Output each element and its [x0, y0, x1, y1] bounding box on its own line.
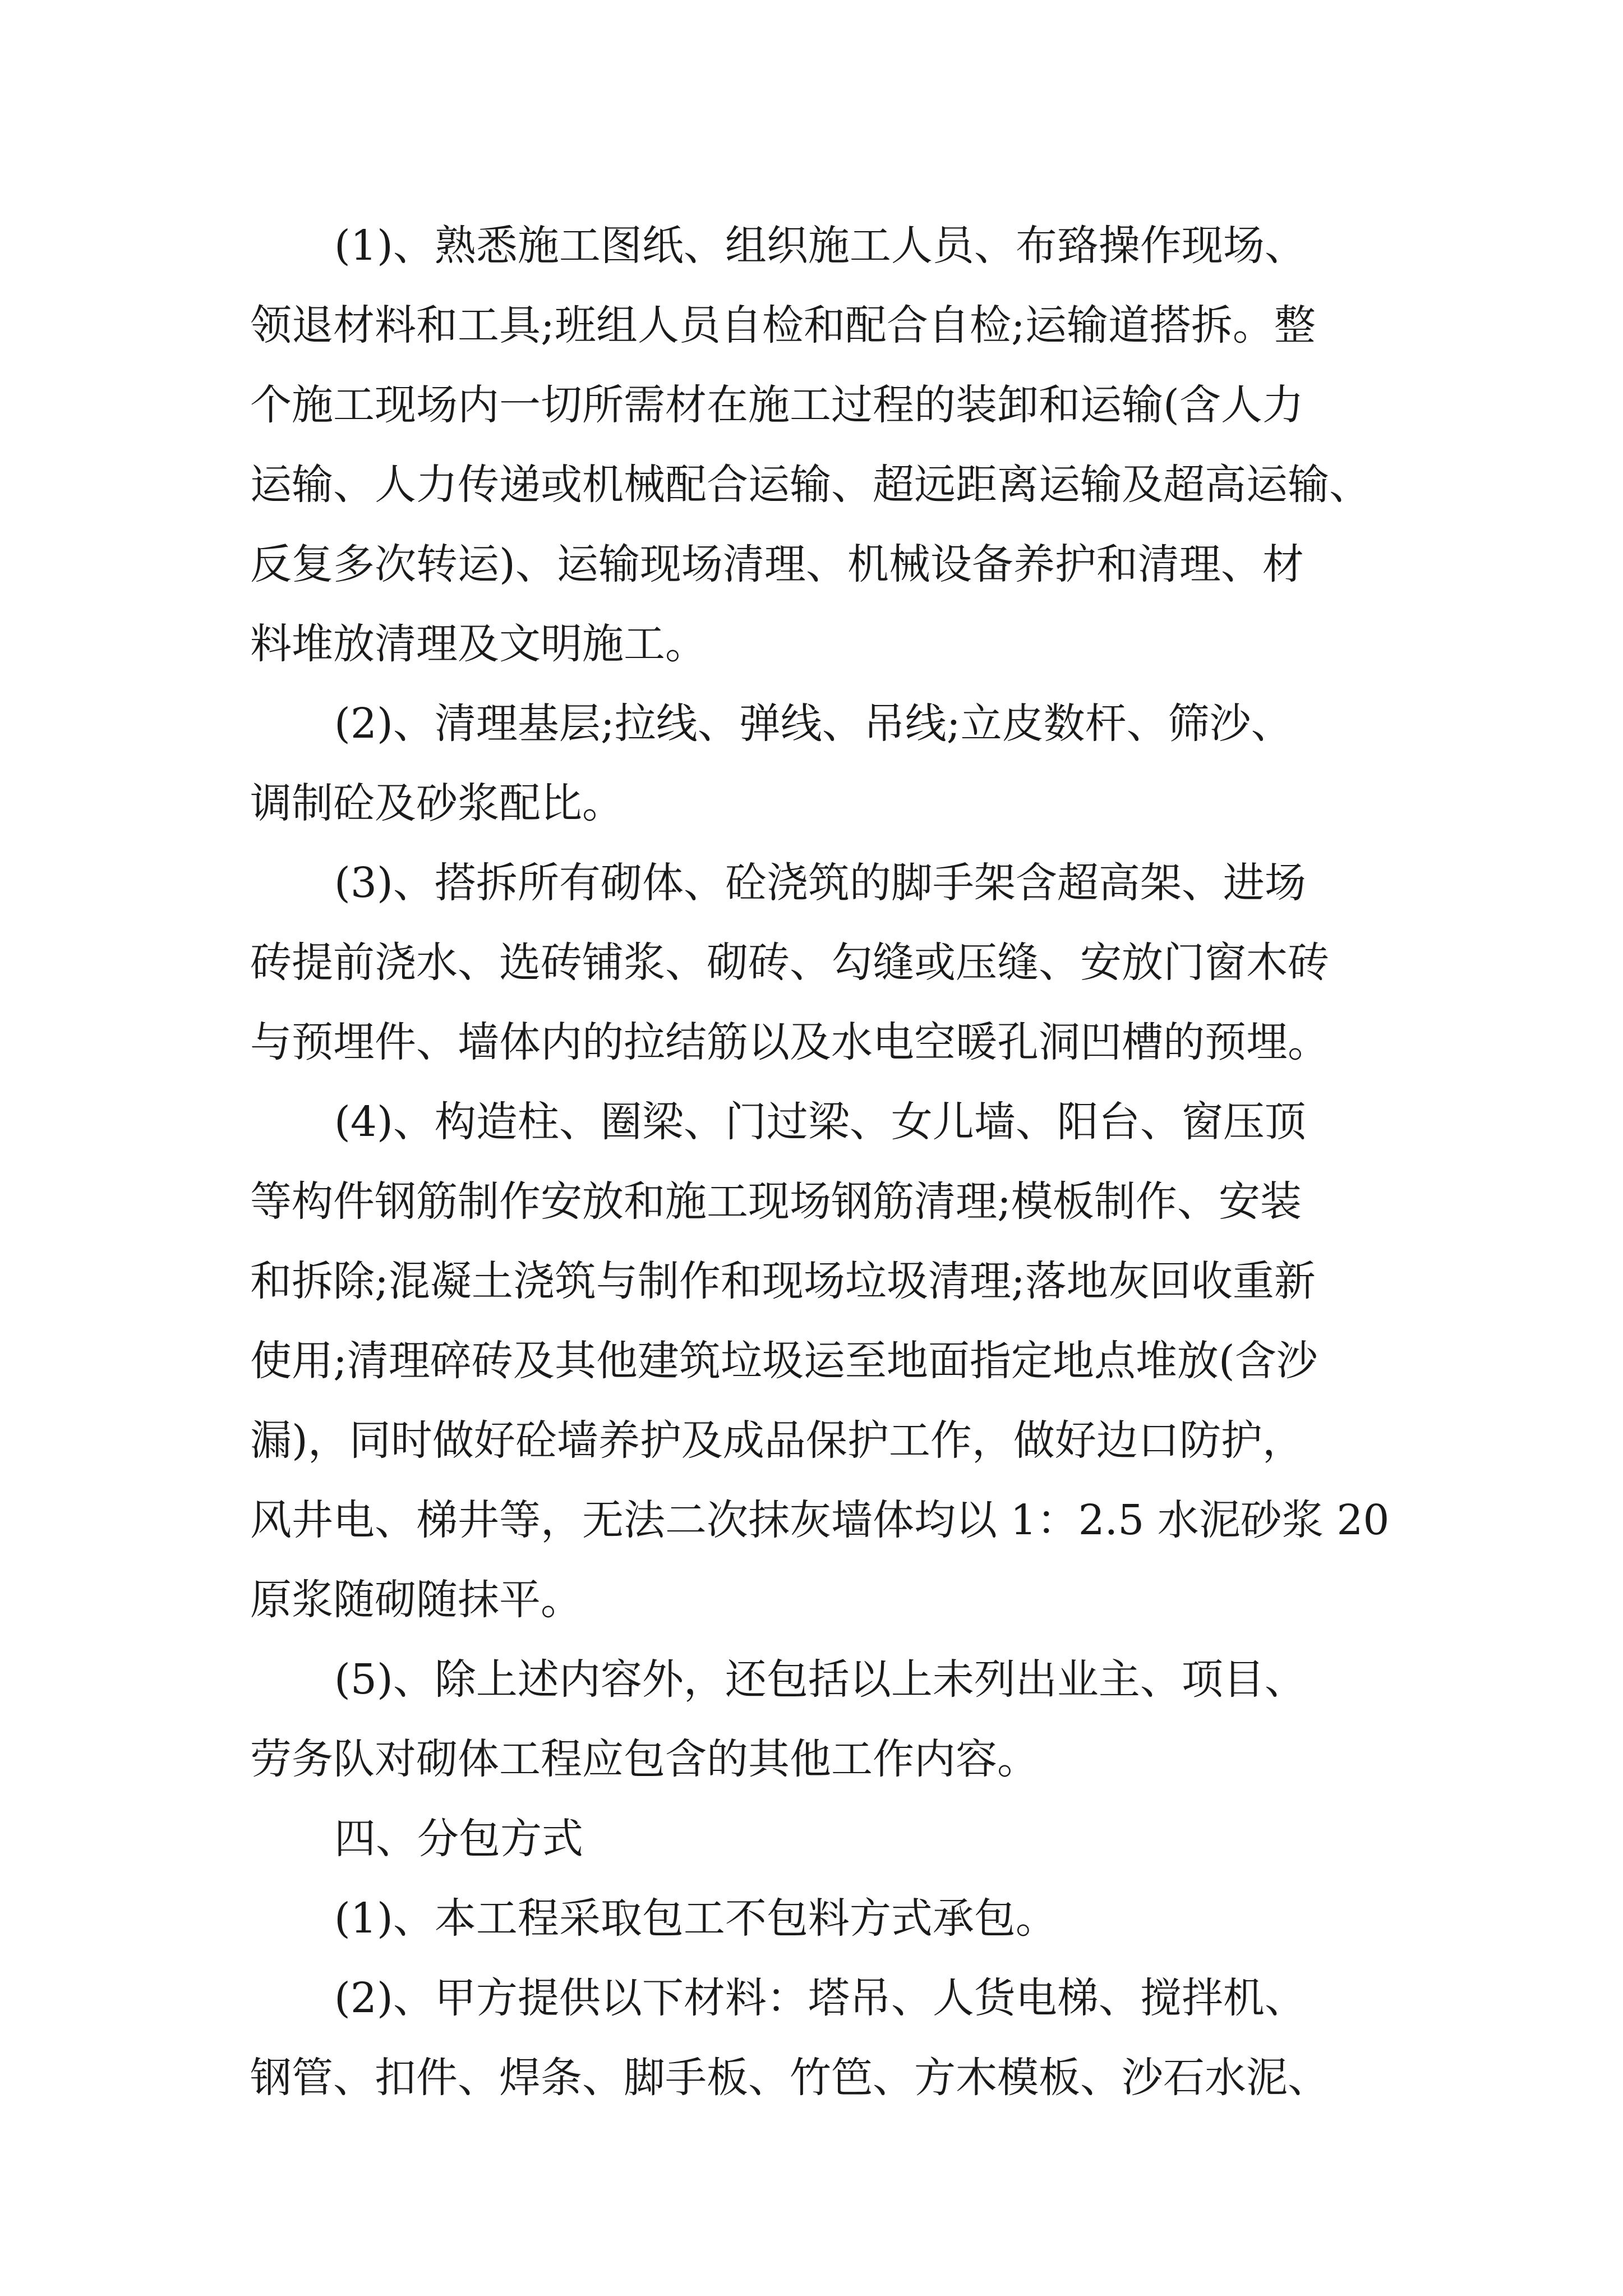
text-line: 等构件钢筋制作安放和施工现场钢筋清理;模板制作、安装	[250, 1177, 1302, 1226]
text-line: 钢管、扣件、焊条、脚手板、竹笆、方木模板、沙石水泥、	[250, 2054, 1329, 2102]
text-line: 和拆除;混凝土浇筑与制作和现场垃圾清理;落地灰回收重新	[250, 1257, 1316, 1305]
text-line: (4)、构造柱、圈梁、门过梁、女儿墙、阳台、窗压顶	[334, 1098, 1306, 1146]
text-line: 原浆随砌随抹平。	[250, 1576, 582, 1624]
text-line: (1)、熟悉施工图纸、组织施工人员、布臵操作现场、	[334, 222, 1306, 270]
text-line: 与预埋件、墙体内的拉结筋以及水电空暖孔洞凹槽的预埋。	[250, 1018, 1329, 1066]
text-line: 漏)，同时做好砼墙养护及成品保护工作，做好边口防护，	[250, 1416, 1304, 1465]
text-line: 使用;清理碎砖及其他建筑垃圾运至地面指定地点堆放(含沙	[250, 1337, 1318, 1385]
text-line: 领退材料和工具;班组人员自检和配合自检;运输道搭拆。整	[250, 301, 1316, 349]
text-line: 反复多次转运)、运输现场清理、机械设备养护和清理、材	[250, 540, 1304, 588]
text-line: 个施工现场内一切所需材在施工过程的装卸和运输(含人力	[250, 381, 1304, 429]
text-line: 运输、人力传递或机械配合运输、超远距离运输及超高运输、	[250, 461, 1371, 509]
text-line: 砖提前浇水、选砖铺浆、砌砖、勾缝或压缝、安放门窗木砖	[250, 938, 1329, 987]
text-line: (2)、清理基层;拉线、弹线、吊线;立皮数杆、筛沙、	[334, 700, 1293, 748]
text-line: 料堆放清理及文明施工。	[250, 620, 707, 668]
text-line: 劳务队对砌体工程应包含的其他工作内容。	[250, 1735, 1039, 1783]
text-line: 风井电、梯井等，无法二次抹灰墙体均以 1：2.5 水泥砂浆 20	[250, 1496, 1390, 1544]
section-heading: 四、分包方式	[334, 1815, 583, 1863]
text-line: (1)、本工程采取包工不包料方式承包。	[334, 1894, 1057, 1943]
text-line: 调制砼及砂浆配比。	[250, 779, 624, 827]
text-line: (5)、除上述内容外，还包括以上未列出业主、项目、	[334, 1655, 1306, 1704]
text-line: (2)、甲方提供以下材料：塔吊、人货电梯、搅拌机、	[334, 1974, 1306, 2022]
text-line: (3)、搭拆所有砌体、砼浇筑的脚手架含超高架、进场	[334, 859, 1306, 907]
